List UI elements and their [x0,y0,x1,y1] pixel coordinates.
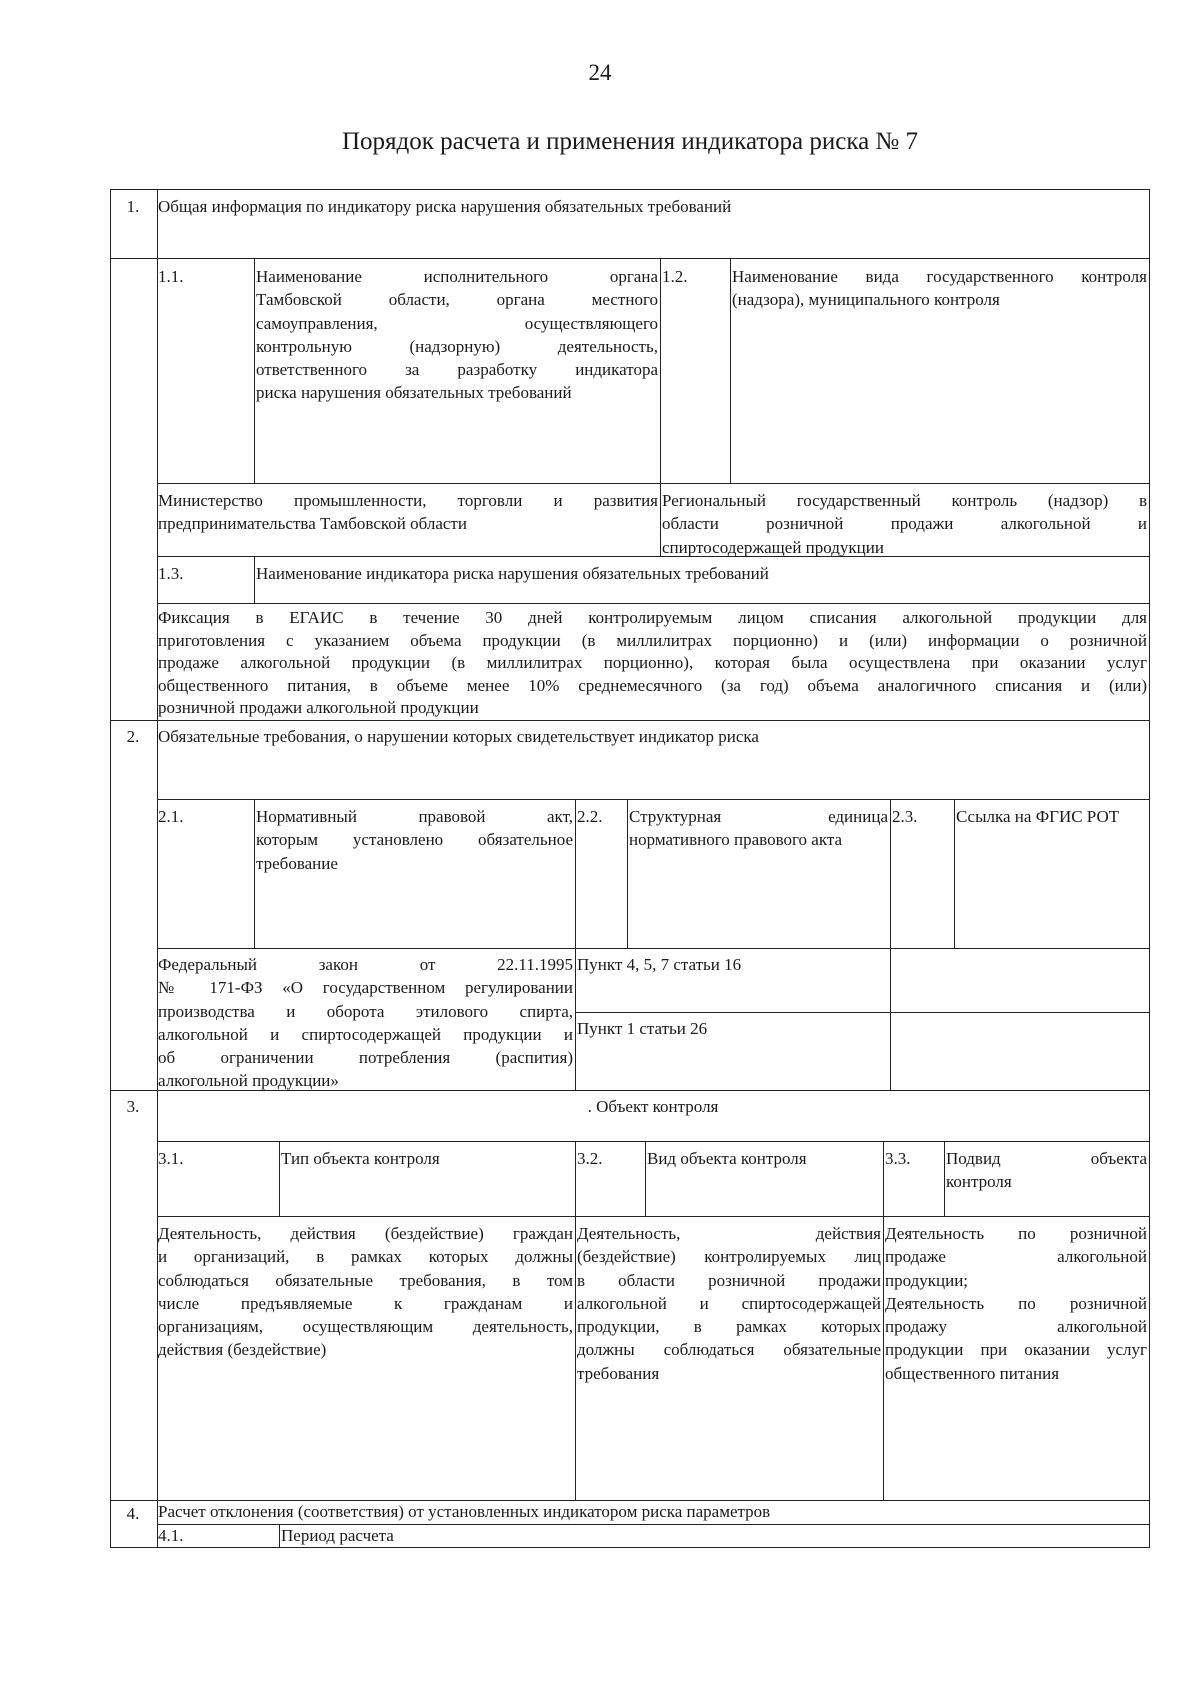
section-3-header: . Объект контроля [587,1097,719,1116]
section-4-header: Расчет отклонения (соответствия) от установленных индикатором риска параметров [158,1502,771,1521]
section-3-number: 3. [126,1097,140,1116]
cell-1-1-number: 1.1. [158,267,184,286]
cell-3-2-number: 3.2. [577,1149,603,1168]
cell-2-1-number: 2.1. [158,807,184,826]
cell-2-2-label: Структурная единица нормативного правового акта [629,807,888,850]
page-number: 24 [588,60,612,85]
responsible-organ: Министерство промышленности, торговли и развития предпринимательства Тамбовской области [158,491,658,534]
section-1-number: 1. [126,197,140,216]
cell-1-1-label: Наименование исполнительного органа Тамбовской области, органа местного самоуправления, осуществляющего контрольную (надзорную) деятельность, ответственного за разработку индикатора риска нарушения обязательных требований [256,267,658,403]
section-1-header: Общая информация по индикатору риска нарушения обязательных требований [158,197,732,216]
cell-1-2-number: 1.2. [662,267,688,286]
object-type-text: Деятельность, действия (бездействие) граждан и организаций, в рамках которых должны соблюдаться обязательные требования, в том числе предъявляемые к гражданам и организациям, осуществляющим деятельность, действия (бездействие) [158,1224,573,1360]
cell-2-1-label: Нормативный правовой акт, которым установлено обязательное требование [256,807,573,873]
cell-1-3-label: Наименование индикатора риска нарушения обязательных требований [256,564,769,583]
cell-1-2-label: Наименование вида государственного контроля (надзора), муниципального контроля [732,267,1147,310]
cell-3-1-number: 3.1. [158,1149,184,1168]
cell-4-1-label: Период расчета [281,1526,394,1545]
risk-indicator-text: Фиксация в ЕГАИС в течение 30 дней контролируемым лицом списания алкогольной продукции для приготовления с указанием объема продукции (в миллилитрах порционно) и (или) информации о розничной продаже алкогольной продукции (в миллилитрах порционно), которая была осуществлена при оказании услуг общественного питания, в объеме менее 10% среднемесячного (за год) объема аналогичного списания и (или) розничной продажи алкогольной продукции [158,608,1147,718]
structural-unit-b: Пункт 1 статьи 26 [577,1019,708,1038]
cell-3-1-label: Тип объекта контроля [281,1149,440,1168]
control-type-value: Региональный государственный контроль (надзор) в области розничной продажи алкогольной и спиртосодержащей продукции [662,491,1147,557]
cell-3-2-label: Вид объекта контроля [647,1149,807,1168]
cell-2-3-number: 2.3. [892,807,918,826]
object-kind-text: Деятельность, действия (бездействие) контролируемых лиц в области розничной продажи алкогольной и спиртосодержащей продукции, в рамках которых должны соблюдаться обязательные требования [577,1224,881,1383]
cell-1-3-number: 1.3. [158,564,184,583]
section-2-header: Обязательные требования, о нарушении которых свидетельствует индикатор риска [158,727,759,746]
section-4-number: 4. [126,1504,140,1523]
object-subkind-text: Деятельность по розничной продаже алкогольной продукции; Деятельность по розничной продажу алкогольной продукции при оказании услуг общественного питания [885,1224,1147,1383]
federal-law: Федеральный закон от 22.11.1995 № 171-ФЗ «О государственном регулировании производства и оборота этилового спирта, алкогольной и спиртосодержащей продукции и об ограничении потребления (распития) алкогольной продукции» [158,955,573,1091]
cell-2-3-label: Ссылка на ФГИС РОТ [956,807,1120,826]
cell-2-2-number: 2.2. [577,807,603,826]
section-2-number: 2. [126,727,140,746]
cell-4-1-number: 4.1. [158,1526,184,1545]
document-title: Порядок расчета и применения индикатора риска № 7 [341,128,919,155]
cell-3-3-number: 3.3. [885,1149,911,1168]
structural-unit-a: Пункт 4, 5, 7 статьи 16 [577,955,742,974]
cell-3-3-label: Подвид объекта контроля [946,1149,1147,1192]
